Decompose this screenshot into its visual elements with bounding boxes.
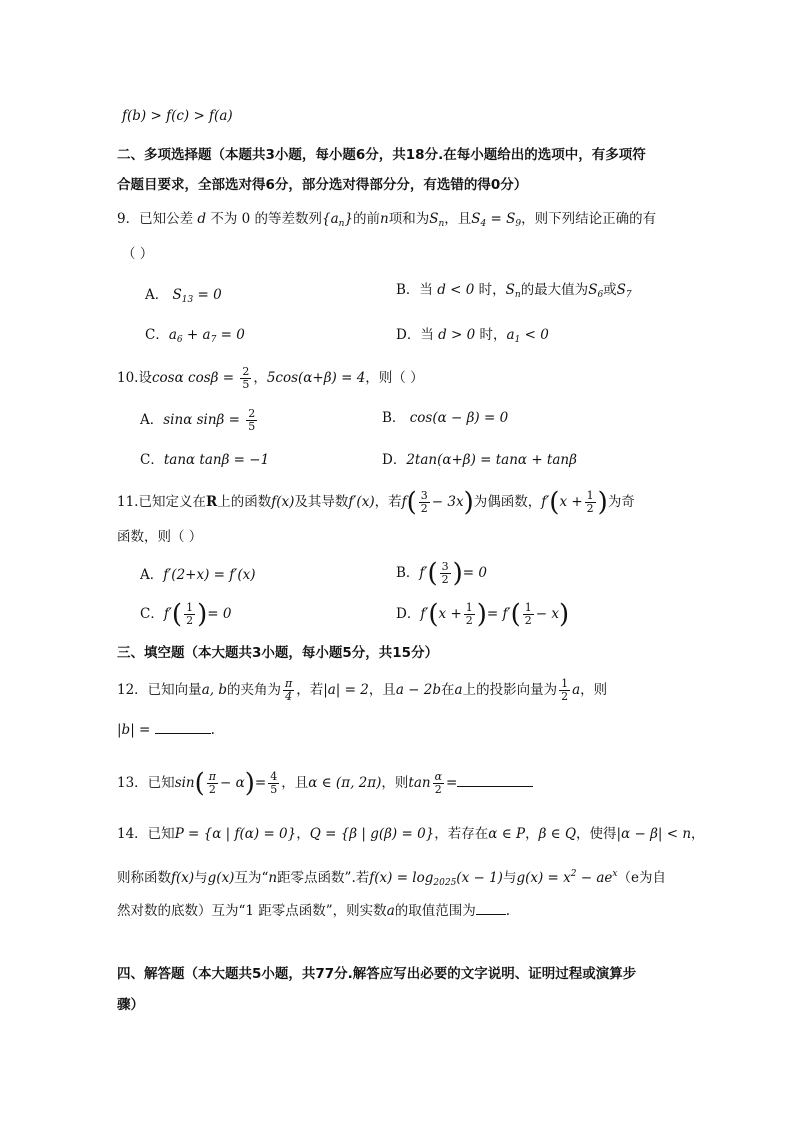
q13-stem: 13．已知sin( $\frac{\pi}{2}$ − α)= $\frac{4}{5}$ ，且α ∈ (π, 2π)，则tan $\frac{\alpha}{2}$ =: [117, 771, 533, 796]
q9-answer-paren: （ ）: [122, 246, 154, 262]
q9-option-a[interactable]: A． $S_{13} = 0$: [145, 287, 222, 305]
q13-answer-blank[interactable]: [457, 774, 533, 787]
section2-heading-line2: 合题目要求，全部选对得6分，部分选对得部分分，有选错的得0分）: [117, 177, 528, 193]
q12-answer-line: |b| = .: [117, 722, 215, 738]
q14-stem-line2: 则称函数f(x)与g(x)互为“n距零点函数”.若$f(x) = \log_{2025}(x - 1)$与$g(x) = x^2 - ae^x(e$为自: [117, 869, 666, 888]
section4-heading-line2: 骤）: [117, 997, 144, 1013]
q14-stem: 14．已知P = {α | f(α) = 0}，Q = {β | g(β) = 0}，若存在α ∈ P，β ∈ Q，使得|α − β| < n，: [117, 826, 705, 842]
q9-option-b[interactable]: B．当 d < 0 时，$S_n$的最大值为$S_6$或$S_7$: [396, 282, 632, 300]
q10-option-d[interactable]: D．2tan(α+β) = tanα + tanβ: [382, 452, 577, 468]
q10-stem: 10.设cosα cosβ = $\frac{2}{5}$ ，5cos(α+β) = 4，则（ ）: [117, 365, 424, 391]
q11-option-a[interactable]: A．f′(2+x) = f′(x): [140, 567, 256, 583]
q11-option-c[interactable]: C．f′( $\frac{1}{2}$ )= 0: [140, 599, 232, 630]
q10-option-b[interactable]: B． cos(α − β) = 0: [382, 410, 509, 426]
section2-heading-line1: 二、多项选择题（本题共3小题，每小题6分，共18分.在每小题给出的选项中，有多项符: [117, 147, 646, 163]
q11-stem: 11.已知定义在R上的函数f(x)及其导数f′(x)，若f( $\frac{3}{2}$ − 3x)为偶函数，f′(x + $\frac{1}{2}$ )为奇: [117, 487, 635, 518]
q12-stem: 12．已知向量a, b的夹角为 $\frac{\pi}{4}$ ，若|a| = 2，且a − 2b在a上的投影向量为 $\frac{1}{2}$ a，则: [117, 677, 608, 703]
q12-answer-blank[interactable]: [155, 721, 211, 734]
q9-stem: 9．已知公差 d 不为 0 的等差数列$\{a_n\}$的前n项和为$S_n$，且$S_4 = S_9$，则下列结论正确的有: [117, 211, 657, 229]
q9-option-c[interactable]: C．$a_6 + a_7 = 0$: [145, 327, 245, 345]
section3-heading: 三、填空题（本大题共3小题，每小题5分，共15分）: [117, 645, 439, 661]
q10-option-a[interactable]: A．sinα sinβ = $\frac{2}{5}$: [140, 407, 256, 433]
section4-heading-line1: 四、解答题（本大题共5小题，共77分.解答应写出必要的文字说明、证明过程或演算步: [117, 966, 637, 982]
q11-stem-line2: 函数，则（ ）: [117, 529, 203, 545]
q9-option-d[interactable]: D．当 d > 0 时，$a_1 < 0$: [396, 327, 549, 345]
inequality-line: f(b) > f(c) > f(a): [122, 108, 233, 124]
q10-option-c[interactable]: C．tanα tanβ = −1: [140, 452, 270, 468]
q11-option-d[interactable]: D．f′(x + $\frac{1}{2}$ )= f′( $\frac{1}{2}$ − x): [396, 599, 570, 630]
q11-option-b[interactable]: B．f′( $\frac{3}{2}$ )= 0: [396, 558, 487, 589]
q14-answer-blank[interactable]: [476, 902, 506, 915]
q14-stem-line3: 然对数的底数）互为“1 距零点函数”，则实数a的取值范围为 .: [117, 903, 511, 919]
